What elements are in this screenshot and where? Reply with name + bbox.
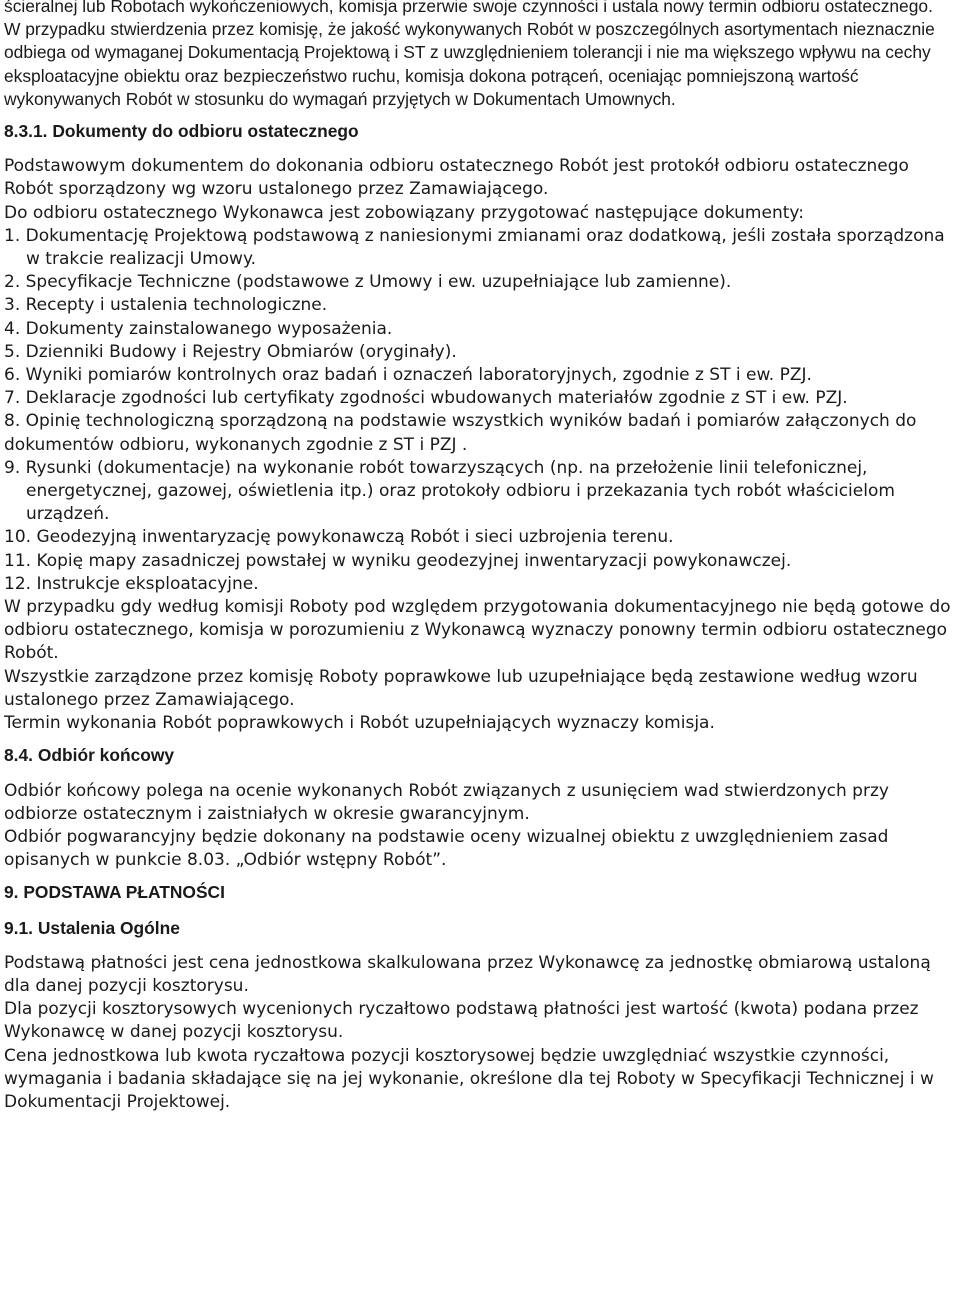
list-item: 6. Wyniki pomiarów kontrolnych oraz badań i oznaczeń laboratoryjnych, zgodnie z ST i ew. PZJ. (4, 365, 812, 386)
section-9-1-paragraph-3: Cena jednostkowa lub kwota ryczałtowa pozycji kosztorysowej będzie uwzględniać wszystkie czynności, wymagania i badania składające się na jej wykonanie, określone dla tej Roboty w Specyfikacji Technicznej i w Dokumentacji Projektowej. (4, 1045, 934, 1112)
section-9-heading: 9. PODSTAWA PŁATNOŚCI (4, 882, 225, 903)
list-item: 9. Rysunki (dokumentacje) na wykonanie robót towarzyszących (np. na przełożenie linii telefonicznej, energetycznej, gazowej, oświetlenia itp.) oraz protokoły odbioru i przekazania tych robót właścicielom urządzeń. (4, 457, 895, 525)
section-8-4-paragraph-1: Odbiór końcowy polega na ocenie wykonanych Robót związanych z usunięciem wad stwierdzonych przy odbiorze ostatecznym i zaistniałych w okresie gwarancyjnym. (4, 780, 889, 824)
list-item: 7. Deklaracje zgodności lub certyfikaty zgodności wbudowanych materiałów zgodnie z ST i ew. PZJ. (4, 388, 848, 409)
section-8-3-1-paragraph-2: Do odbioru ostatecznego Wykonawca jest zobowiązany przygotować następujące dokumenty: (4, 202, 804, 223)
documents-list (4, 225, 952, 411)
list-item: 12. Instrukcje eksploatacyjne. (4, 573, 259, 594)
section-9-1-paragraph-1: Podstawą płatności jest cena jednostkowa skalkulowana przez Wykonawcę za jednostkę obmiarową ustaloną dla danej pozycji kosztorysu. (4, 952, 931, 996)
list-item: 11. Kopię mapy zasadniczej powstałej w wyniku geodezyjnej inwentaryzacji powykonawczej. (4, 550, 792, 571)
section-8-4-paragraph-2: Odbiór pogwarancyjny będzie dokonany na podstawie oceny wizualnej obiektu z uwzględnieniem zasad opisanych w punkcie 8.03. „Odbiór wstępny Robót”. (4, 826, 889, 871)
list-item: 1. Dokumentację Projektową podstawową z naniesionymi zmianami oraz dodatkową, jeśli została sporządzona w trakcie realizacji Umowy. (4, 225, 945, 270)
section-8-3-1-heading: 8.3.1. Dokumenty do odbioru ostatecznego (4, 121, 359, 142)
list-item: 10. Geodezyjną inwentaryzację powykonawczą Robót i sieci uzbrojenia terenu. (4, 527, 674, 548)
list-item: 2. Specyfikacje Techniczne (podstawowe z Umowy i ew. uzupełniające lub zamienne). (4, 272, 732, 293)
documents-list-continued (4, 457, 952, 596)
list-item: 5. Dzienniki Budowy i Rejestry Obmiarów (oryginały). (4, 341, 457, 362)
section-8-3-1-paragraph-5: Termin wykonania Robót poprawkowych i Robót uzupełniających wyznaczy komisja. (4, 713, 715, 734)
intro-paragraph-1: ścieralnej lub Robotach wykończeniowych, komisja przerwie swoje czynności i ustala nowy termin odbioru ostatecznego. (4, 0, 933, 16)
section-9-1-paragraph-2: Dla pozycji kosztorysowych wycenionych ryczałtowo podstawą płatności jest wartość (kwota) podana przez Wykonawcę w danej pozycji kosztorysu. (4, 999, 919, 1043)
intro-paragraph-2: W przypadku stwierdzenia przez komisję, że jakość wykonywanych Robót w poszczególnych asortymentach nieznacznie odbiega od wymaganej Dokumentacją Projektową i ST z uwzględnieniem tolerancji i nie ma większego wpływu na cechy eksploatacyjne obiektu oraz bezpieczeństwo ruchu, komisja dokona potrąceń, oceniając pomniejszoną wartość wykonywanych Robót w stosunku do wymagań przyjętych w Dokumentach Umownych. (4, 19, 935, 109)
list-item: 4. Dokumenty zainstalowanego wyposażenia. (4, 318, 393, 339)
section-9-1-heading: 9.1. Ustalenia Ogólne (4, 917, 180, 938)
list-item-8: 8. Opinię technologiczną sporządzoną na podstawie wszystkich wyników badań i pomiarów załączonych do dokumentów odbioru, wykonanych zgodnie z ST i PZJ . (4, 411, 917, 455)
document-page (4, 0, 952, 1114)
section-8-4-heading: 8.4. Odbiór końcowy (4, 745, 175, 766)
section-8-3-1-paragraph-4: Wszystkie zarządzone przez komisję Roboty poprawkowe lub uzupełniające będą zestawione według wzoru ustalonego przez Zamawiającego. (4, 666, 918, 710)
section-8-3-1-paragraph-1: Podstawowym dokumentem do dokonania odbioru ostatecznego Robót jest protokół odbioru ostatecznego Robót sporządzony wg wzoru ustalonego przez Zamawiającego. (4, 156, 909, 200)
section-8-3-1-paragraph-3: W przypadku gdy według komisji Roboty pod względem przygotowania dokumentacyjnego nie będą gotowe do odbioru ostatecznego, komisja w porozumieniu z Wykonawcą wyznaczy ponowny termin odbioru ostatecznego Robót. (4, 597, 951, 664)
list-item: 3. Recepty i ustalenia technologiczne. (4, 295, 328, 316)
